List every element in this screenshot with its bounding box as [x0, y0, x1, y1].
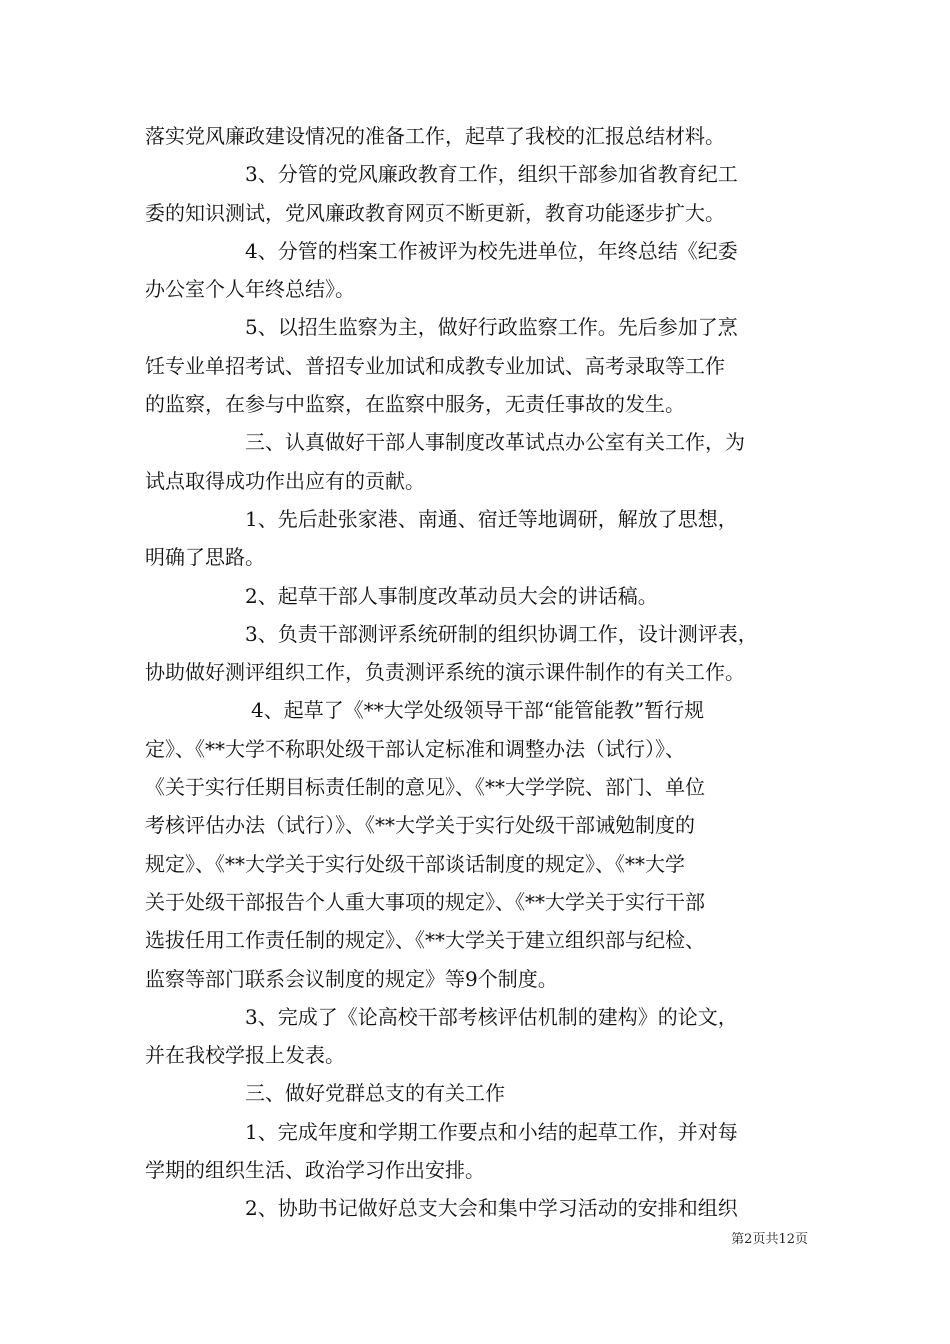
text-line: 3、分管的党风廉政教育工作，组织干部参加省教育纪工 [245, 162, 738, 187]
text-line: 《关于实行任期目标责任制的意见》、《**大学学院、部门、单位 [145, 775, 705, 800]
text-line: 明确了思路。 [145, 545, 265, 570]
text-line: 学期的组织生活、政治学习作出安排。 [145, 1158, 485, 1183]
text-line: 关于处级干部报告个人重大事项的规定》、《**大学关于实行干部 [145, 889, 705, 914]
text-line: 落实党风廉政建设情况的准备工作，起草了我校的汇报总结材料。 [145, 124, 725, 148]
text-line: 1、完成年度和学期工作要点和小结的起草工作，并对每 [245, 1119, 738, 1144]
text-line: 并在我校学报上发表。 [145, 1043, 345, 1068]
section-heading: 三、认真做好干部人事制度改革试点办公室有关工作，为 [245, 430, 745, 455]
text-line: 协助做好测评组织工作，负责测评系统的演示课件制作的有关工作。 [145, 660, 745, 685]
text-line: 3、负责干部测评系统研制的组织协调工作，设计测评表， [245, 621, 758, 646]
text-line: 选拔任用工作责任制的规定》、《**大学关于建立组织部与纪检、 [145, 928, 705, 953]
text-line: 4、分管的档案工作被评为校先进单位，年终总结《纪委 [245, 238, 738, 263]
text-line: 定》、《**大学不称职处级干部认定标准和调整办法（试行）》、 [145, 736, 685, 761]
text-line: 4、起草了《**大学处级领导干部“能管能教”暂行规 [251, 698, 705, 723]
text-line: 1、先后赴张家港、南通、宿迁等地调研，解放了思想， [245, 506, 738, 531]
text-line: 试点取得成功作出应有的贡献。 [145, 468, 425, 493]
text-line: 委的知识测试，党风廉政教育网页不断更新，教育功能逐步扩大。 [145, 200, 725, 225]
text-line: 监察等部门联系会议制度的规定》等9个制度。 [145, 966, 558, 991]
page-number: 第2页共12页 [731, 1232, 808, 1247]
text-line: 2、协助书记做好总支大会和集中学习活动的安排和组织 [245, 1196, 738, 1221]
text-line: 饪专业单招考试、普招专业加试和成教专业加试、高考录取等工作 [145, 353, 725, 378]
text-line: 5、以招生监察为主，做好行政监察工作。先后参加了烹 [245, 315, 738, 340]
text-line: 办公室个人年终总结》。 [145, 277, 355, 302]
text-line: 的监察，在参与中监察，在监察中服务，无责任事故的发生。 [145, 392, 685, 417]
body-text [145, 117, 815, 1228]
text-line: 3、完成了《论高校干部考核评估机制的建构》的论文， [245, 1004, 738, 1029]
text-line: 规定》、《**大学关于实行处级干部谈话制度的规定》、《**大学 [145, 851, 685, 876]
text-line: 考核评估办法（试行）》、《**大学关于实行处级干部诫勉制度的 [145, 813, 695, 838]
text-line: 2、起草干部人事制度改革动员大会的讲话稿。 [245, 583, 658, 608]
section-heading: 三、做好党群总支的有关工作 [245, 1081, 505, 1106]
